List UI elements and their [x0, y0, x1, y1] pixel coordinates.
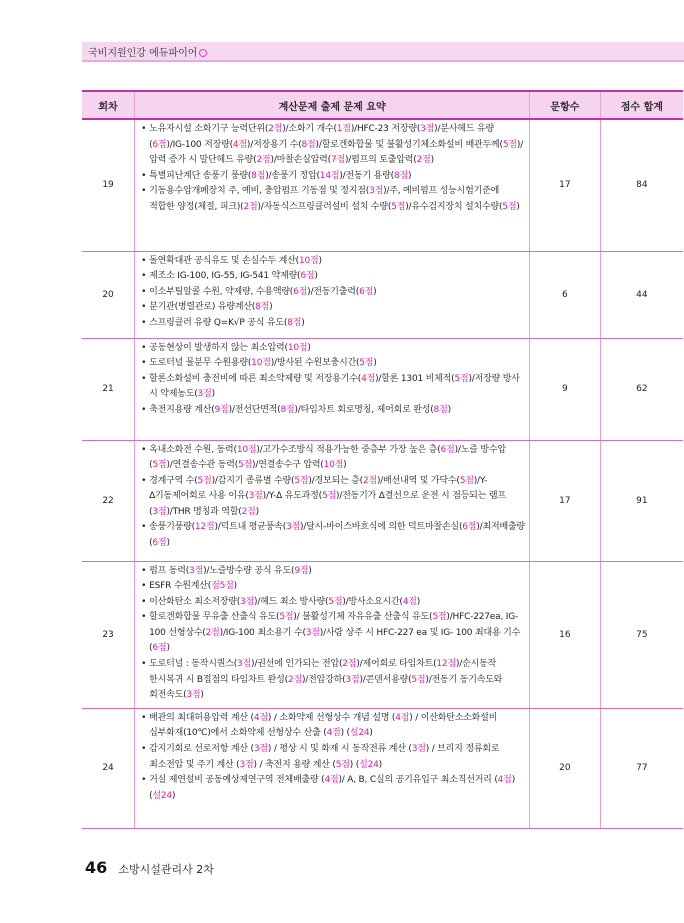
summary-text: )	[301, 317, 305, 328]
score-cell: 75	[600, 561, 683, 708]
points-text: 3점	[286, 522, 301, 533]
summary-text: )/연결송수구 압력(	[252, 460, 324, 471]
summary-text: ) / 축전지 용량 계산 (	[253, 759, 336, 770]
points-text: 8점	[433, 404, 448, 415]
summary-text: 도로터널 : 동작시퀀스(	[149, 659, 238, 670]
summary-text: )/ 불활성기체 자유유출 산출식 유도(	[293, 612, 433, 623]
points-text: 3점	[240, 596, 255, 607]
running-header	[82, 42, 684, 60]
points-text: 4점	[232, 139, 247, 150]
column-header-score: 점수 합계	[600, 91, 683, 119]
exam-summary-table	[82, 90, 683, 829]
page-footer	[85, 858, 214, 877]
summary-text: )	[318, 255, 322, 266]
summary-text: )/전동기출력(	[307, 286, 360, 297]
summary-text: 제조소 IG-100, IG-55, IG-541 약제량(	[149, 271, 301, 282]
points-text: 6점	[300, 271, 315, 282]
summary-text: 스프링클러 유량 Q=K√P 공식 유도(	[149, 317, 288, 328]
points-text: 9점	[214, 404, 229, 415]
points-text: 3점	[237, 659, 252, 670]
points-text: 4점	[324, 775, 339, 786]
summary-text: )/소화기 개수(	[282, 124, 337, 134]
points-text: 5점	[294, 475, 309, 486]
summary-text: )/THR 명칭과 역할(	[166, 506, 242, 517]
summary-text: 기동용수압개폐장치 주, 예비, 충압펌프 기동점 및 정지점(	[149, 186, 370, 197]
points-text: 2점	[342, 659, 357, 670]
summary-item	[141, 610, 525, 657]
summary-text: )/권선에 인가되는 전압(	[251, 659, 343, 670]
points-text: 6점	[293, 286, 308, 297]
summary-text: )/압력 증가 시 말단헤드 유량(	[149, 139, 524, 166]
points-text: 4점	[395, 712, 410, 723]
points-text: 6점	[152, 538, 167, 549]
summary-text: )	[171, 790, 176, 801]
points-text: 14점	[319, 170, 340, 181]
points-text: 12점	[194, 522, 215, 533]
count-cell: 17	[530, 440, 601, 561]
summary-text: )/순시동작 한시복귀 시 B접점의 타임차트 완성(	[149, 659, 497, 685]
points-text: 8점	[255, 302, 270, 313]
summary-text: ) (	[149, 775, 515, 801]
table-row	[82, 251, 683, 338]
points-text: 6점	[440, 444, 455, 455]
table-header-row	[82, 91, 683, 119]
summary-text: ) (	[349, 759, 360, 770]
points-text: 5점	[359, 358, 374, 369]
summary-text: 옥내소화전 수원, 동력(	[149, 444, 237, 455]
points-text: 10점	[251, 358, 271, 369]
summary-item	[141, 742, 525, 773]
summary-text: ESFR 수원계산(	[149, 581, 212, 592]
summary-text: )/HFC-227ea, IG-100 선형상수(	[149, 612, 519, 638]
points-text: 5점	[321, 491, 337, 502]
summary-item	[141, 169, 525, 185]
points-text: 4점	[497, 775, 512, 786]
points-text: 3점	[411, 744, 426, 755]
summary-text: )	[166, 538, 170, 549]
summary-item	[141, 356, 525, 372]
summary-list	[141, 254, 525, 332]
summary-text: 공동현상이 발생하지 않는 최소압력(	[149, 342, 288, 353]
summary-text: )/ A, B, C실의 공기유입구 최소직선거리 (	[338, 775, 498, 786]
summary-text: )/타임차트 회로명칭, 제어회로 완성(	[294, 404, 434, 415]
summary-list	[141, 341, 525, 419]
summary-item	[141, 122, 525, 169]
score-cell: 44	[600, 251, 683, 338]
summary-item	[141, 520, 525, 551]
points-text: 6점	[152, 139, 167, 150]
summary-text: )/덕트내 평균풍속(	[214, 522, 287, 533]
summary-item	[141, 341, 525, 357]
summary-text: )/저장량 방사 시 약제농도(	[149, 373, 520, 400]
summary-text: )/노즐방수량 공식 유도(	[203, 565, 295, 576]
points-text: 설24	[349, 728, 370, 739]
points-text: 5점	[152, 460, 167, 471]
score-cell: 84	[600, 119, 683, 251]
points-text: 1점	[336, 124, 351, 134]
points-text: 5점	[432, 612, 447, 623]
summary-text: 경계구역 수(	[149, 475, 198, 486]
summary-text: 축전지용량 계산(	[149, 404, 215, 415]
summary-text: )	[255, 506, 259, 517]
summary-text: )/주, 예비펌프 성능시험기준에 적합한 양정(체절, 피크)(	[149, 186, 500, 212]
summary-text: 송풍기풍량(	[149, 522, 195, 533]
summary-text: )/송풍기 정압(	[265, 170, 320, 181]
summary-text: )/할로겐화합물 및 불활성기체소화설비 배관두께(	[315, 139, 503, 150]
points-text: 5점	[197, 475, 212, 486]
points-text: 3점	[239, 759, 254, 770]
summary-text: )/유수검지장치 설치수량(	[405, 201, 503, 212]
points-text: 5점	[502, 201, 517, 212]
circle-icon	[199, 49, 207, 57]
summary-text: )/제어회로 타임차트(	[356, 659, 437, 670]
summary-list	[141, 711, 525, 805]
summary-text: )	[373, 286, 377, 297]
summary-text: ) / 소화약제 선형상수 개념 설명 (	[267, 712, 396, 723]
points-text: 2점	[362, 475, 377, 486]
summary-text: 이산화탄소 최소저장량(	[149, 596, 241, 607]
points-text: 10점	[236, 444, 257, 455]
points-text: 3점	[305, 627, 320, 638]
points-text: 6점	[152, 643, 167, 654]
summary-text: )/마찰손실압력(	[270, 155, 331, 166]
points-text: 4점	[253, 712, 268, 723]
summary-text: )	[430, 155, 434, 166]
points-text: 8점	[251, 170, 266, 181]
summary-text: )/방사소요시간(	[342, 596, 403, 607]
summary-text: 도로터널 물분무 수원용량(	[149, 358, 252, 369]
summary-cell	[135, 338, 530, 440]
summary-text: ) / 평상 시 및 화재 시 동작전류 계산 (	[267, 744, 412, 755]
points-text: 3점	[189, 565, 204, 576]
round-cell: 24	[82, 708, 135, 828]
summary-text: 특별피난계단 송풍기 풍량(	[149, 170, 252, 181]
summary-text: )	[516, 201, 520, 212]
summary-text: )/전동기가 Δ결선으로 운전 시 점등되는 램프(	[149, 491, 506, 517]
points-text: 2점	[416, 155, 431, 166]
points-text: 12점	[436, 659, 456, 670]
points-text: 4점	[402, 596, 417, 607]
table-row	[82, 440, 683, 561]
summary-item	[141, 403, 525, 419]
summary-text: )	[200, 690, 204, 701]
points-text: 3점	[248, 491, 263, 502]
summary-item	[141, 657, 525, 704]
count-cell: 17	[530, 119, 601, 251]
column-header-count: 문항수	[530, 91, 601, 119]
points-text: 10점	[287, 342, 308, 353]
summary-text: 거실 제연설비 공동예상제연구역 전체배출량 (	[149, 775, 325, 786]
points-text: 설24	[152, 790, 172, 801]
points-text: 4점	[326, 728, 341, 739]
round-cell: 19	[82, 119, 135, 251]
summary-text: )/전선단면적(	[228, 404, 281, 415]
summary-text: 감지기회로 선로저항 계산 (	[149, 744, 254, 755]
summary-text: )/전동기 용량(	[339, 170, 394, 181]
summary-text: )	[233, 581, 237, 592]
summary-text: 노유자시설 소화기구 능력단위(	[149, 124, 269, 134]
summary-list	[141, 443, 525, 552]
summary-list	[141, 122, 525, 216]
summary-text: )	[314, 271, 318, 282]
points-text: 3점	[253, 744, 268, 755]
points-text: 3점	[186, 690, 201, 701]
points-text: 2점	[268, 124, 283, 134]
points-text: 3점	[345, 674, 360, 685]
table-row	[82, 708, 683, 828]
summary-item	[141, 316, 525, 332]
summary-cell	[135, 119, 530, 251]
score-cell: 62	[600, 338, 683, 440]
points-text: 7점	[330, 155, 345, 166]
count-cell: 20	[530, 708, 601, 828]
summary-text: )/고가수조방식 적용가능한 중층부 가장 높은 층(	[256, 444, 441, 455]
summary-list	[141, 564, 525, 704]
summary-text: )/전압강하(	[301, 674, 346, 685]
summary-text: )	[378, 759, 382, 770]
count-cell: 9	[530, 338, 601, 440]
summary-item	[141, 595, 525, 611]
points-text: 3점	[197, 389, 212, 400]
count-cell: 6	[530, 251, 601, 338]
table-row	[82, 338, 683, 440]
points-text: 8점	[301, 139, 316, 150]
round-cell: 21	[82, 338, 135, 440]
summary-text: )	[407, 170, 412, 181]
points-text: 5점	[502, 139, 517, 150]
points-text: 6점	[359, 286, 374, 297]
points-text: 3점	[420, 124, 435, 134]
summary-cell	[135, 561, 530, 708]
header-rule	[82, 60, 684, 62]
summary-text: 분기관(병렬관로) 유량계산(	[149, 302, 256, 313]
points-text: 3점	[369, 186, 384, 197]
points-text: 10점	[323, 460, 344, 471]
table-row	[82, 119, 683, 251]
table-row	[82, 561, 683, 708]
summary-text: )	[343, 460, 347, 471]
summary-text: )/IG-100 최소용기 수(	[219, 627, 306, 638]
summary-text: )/헤드 최소 방사량(	[254, 596, 329, 607]
summary-text: ) (	[340, 728, 350, 739]
header-title-group	[88, 44, 207, 59]
points-text: 5점	[454, 373, 469, 384]
round-cell: 22	[82, 440, 135, 561]
summary-text: )/펌프의 토출압력(	[344, 155, 417, 166]
points-text: 6점	[462, 522, 477, 533]
summary-text: )	[447, 404, 451, 415]
summary-text: )/전동기 동기속도와 회전속도(	[149, 674, 503, 701]
summary-item	[141, 579, 525, 595]
summary-text: )	[373, 358, 377, 369]
points-text: 5점	[335, 759, 350, 770]
summary-text: )/콘덴서용량(	[359, 674, 412, 685]
score-cell: 91	[600, 440, 683, 561]
summary-item	[141, 300, 525, 316]
points-text: 점5점	[211, 581, 234, 592]
count-cell: 16	[530, 561, 601, 708]
summary-text: )	[369, 728, 373, 739]
points-text: 2점	[205, 627, 220, 638]
summary-text: )/방사된 수원보충시간(	[270, 358, 360, 369]
summary-text: ) / 브리지 정류회로 최소전압 및 주기 계산 (	[149, 744, 500, 770]
points-text: 설24	[359, 759, 379, 770]
book-title: 소방시설관리사 2차	[118, 863, 214, 876]
points-text: 4점	[361, 373, 376, 384]
points-text: 8점	[287, 317, 302, 328]
summary-item	[141, 184, 525, 215]
summary-text: )	[166, 643, 170, 654]
summary-text: ) / 이산화탄소소화설비 심부화재(10℃)에서 소화약제 선형상수 산출 (	[149, 712, 498, 739]
summary-item	[141, 711, 525, 742]
points-text: 9점	[294, 565, 309, 576]
summary-item	[141, 372, 525, 403]
points-text: 5점	[459, 475, 474, 486]
round-cell: 20	[82, 251, 135, 338]
summary-text: 펌프 동력(	[149, 565, 190, 576]
summary-cell	[135, 440, 530, 561]
summary-text: )/달시-바이스바흐식에 의한 덕트마찰손실(	[300, 522, 463, 533]
summary-cell	[135, 251, 530, 338]
score-cell: 77	[600, 708, 683, 828]
summary-text: )/배선내역 및 가닥수(	[376, 475, 460, 486]
points-text: 5점	[238, 460, 253, 471]
points-text: 5점	[328, 596, 343, 607]
summary-text: )	[211, 389, 215, 400]
points-text: 2점	[241, 506, 256, 517]
summary-text: )/Y-Δ 유도과정(	[262, 491, 322, 502]
summary-text: )/최저배출량(	[149, 522, 525, 549]
points-text: 3점	[152, 506, 167, 517]
summary-item	[141, 285, 525, 301]
summary-text: )/경보되는 층(	[308, 475, 363, 486]
summary-text: 이소부틸알콜 수원, 약제량, 수용액량(	[149, 286, 294, 297]
summary-item	[141, 564, 525, 580]
summary-item	[141, 443, 525, 474]
points-text: 8점	[393, 170, 408, 181]
summary-text: )/감지기 종류별 수량(	[211, 475, 295, 486]
summary-text: )/연결송수관 동력(	[166, 460, 239, 471]
points-text: 2점	[243, 201, 258, 212]
points-text: 5점	[411, 674, 426, 685]
summary-text: )/저장용기 수(	[246, 139, 302, 150]
points-text: 10점	[298, 255, 319, 266]
page-number: 46	[85, 858, 108, 877]
summary-text: )	[416, 596, 421, 607]
summary-text: )	[307, 342, 311, 353]
summary-text: 할론소화설비 충전비에 따른 최소약제량 및 저장용기수(	[149, 373, 362, 384]
points-text: 2점	[287, 674, 302, 685]
header-title: 국비지원인강 에듀파이어	[88, 48, 198, 59]
points-text: 5점	[279, 612, 294, 623]
column-header-round: 회차	[82, 91, 135, 119]
summary-text: )/노즐 방수압(	[149, 444, 506, 471]
points-text: 8점	[280, 404, 295, 415]
summary-text: 할로겐화합물 무유출 산출식 유도(	[149, 612, 280, 623]
summary-text: )/할론 1301 비체적(	[375, 373, 455, 384]
summary-text: )/HFC-23 저장량(	[350, 124, 421, 134]
summary-text: )/분사헤드 유량(	[149, 124, 494, 150]
summary-item	[141, 474, 525, 521]
summary-text: )/Y-Δ기동제어회로 사용 이유(	[149, 475, 488, 502]
points-text: 2점	[256, 155, 271, 166]
summary-item	[141, 254, 525, 270]
summary-item	[141, 773, 525, 804]
summary-text: )/자동식스프링클러설비 설치 수량(	[257, 201, 392, 212]
summary-item	[141, 269, 525, 285]
points-text: 5점	[391, 201, 406, 212]
summary-text: )	[308, 565, 312, 576]
column-header-summary: 계산문제 출제 문제 요약	[135, 91, 530, 119]
summary-cell	[135, 708, 530, 828]
round-cell: 23	[82, 561, 135, 708]
summary-text: )/사람 상주 시 HFC-227 ea 및 IG- 100 최대용 기수(	[149, 627, 521, 654]
summary-text: )/IG-100 저장량(	[166, 139, 233, 150]
summary-text: 돌연확대관 공식유도 및 손실수두 계산(	[149, 255, 299, 266]
summary-text: 배관의 최대허용압력 계산 (	[149, 712, 254, 723]
summary-text: )	[269, 302, 273, 313]
